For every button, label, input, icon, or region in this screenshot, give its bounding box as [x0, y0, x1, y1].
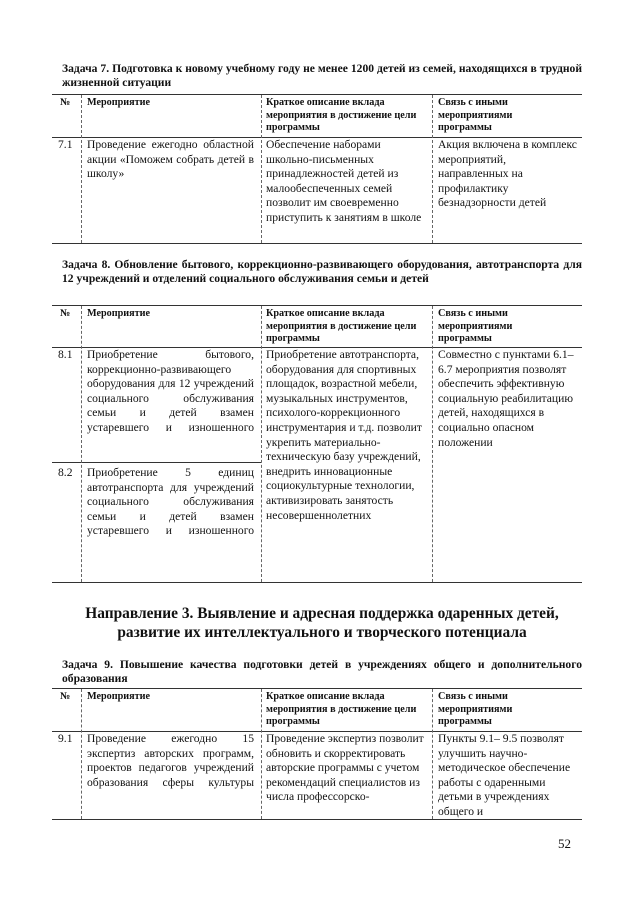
- row-number: 7.1: [58, 138, 73, 151]
- col-header-event: Мероприятие: [87, 97, 151, 108]
- event-text: Проведение ежегодно областной акции «Поможем собрать детей в школу»: [87, 138, 254, 181]
- col-header-num: №: [60, 97, 71, 108]
- table-rule: [52, 305, 582, 306]
- desc-text: Приобретение автотранспорта, оборудования для спортивных площадок, возрастной мебели, музыкальных инструментов, психолого-коррекционного инструментария и т.д. позволит укрепить материально-техническую базу учреждений, внедрить инновационные социокультурные технологии, активизировать занятость несовершеннолетних: [266, 348, 422, 522]
- col-header-event: Мероприятие: [87, 691, 151, 702]
- col-divider: [432, 306, 433, 582]
- col-divider: [261, 689, 262, 819]
- col-header-link: Связь с иными мероприятиями программы: [438, 691, 513, 727]
- table-rule: [52, 582, 582, 583]
- event-text: Приобретение бытового, коррекционно-развивающего оборудования для 12 учреждений социального обслуживания семьи и детей взамен устаревшего и изношенного: [87, 348, 254, 434]
- section3-title: Направление 3. Выявление и адресная поддержка одаренных детей, развитие их интеллектуального и творческого потенциала: [85, 605, 559, 641]
- col-divider: [432, 689, 433, 819]
- col-divider: [81, 95, 82, 243]
- col-header-num: №: [60, 691, 71, 702]
- col-header-num: №: [60, 308, 71, 319]
- col-divider: [432, 95, 433, 243]
- table-rule: [52, 243, 582, 244]
- col-divider: [261, 306, 262, 582]
- task7-title: Задача 7. Подготовка к новому учебному году не менее 1200 детей из семей, находящихся в трудной жизненной ситуации: [62, 62, 582, 89]
- page-number: 52: [558, 836, 571, 851]
- col-header-link: Связь с иными мероприятиями программы: [438, 97, 513, 133]
- event-text: Проведение ежегодно 15 экспертиз авторских программ, проектов педагогов учреждений образования сферы культуры: [87, 732, 254, 789]
- row-number: 8.2: [58, 466, 73, 479]
- col-header-link: Связь с иными мероприятиями программы: [438, 308, 513, 344]
- event-text: Приобретение 5 единиц автотранспорта для учреждений социального обслуживания семьи и детей взамен устаревшего и изношенного: [87, 466, 254, 538]
- col-header-event: Мероприятие: [87, 308, 151, 319]
- link-text: Акция включена в комплекс мероприятий, направленных на профилактику безнадзорности детей: [438, 138, 577, 210]
- task9-title: Задача 9. Повышение качества подготовки детей в учреждениях общего и дополнительного образования: [62, 658, 582, 685]
- col-divider: [261, 95, 262, 243]
- col-header-desc: Краткое описание вклада мероприятия в достижение цели программы: [266, 97, 417, 133]
- row-number: 8.1: [58, 348, 73, 361]
- task8-title: Задача 8. Обновление бытового, коррекционно-развивающего оборудования, автотранспорта для 12 учреждений и отделений социального обслуживания семьи и детей: [62, 258, 582, 285]
- link-text: Пункты 9.1– 9.5 позволят улучшить научно-методическое обеспечение работы с одаренными детьми в учреждениях общего и: [438, 732, 571, 818]
- desc-text: Проведение экспертиз позволит обновить и скорректировать авторские программы с учетом рекомендаций специалистов из числа профессорско-: [266, 732, 424, 804]
- col-header-desc: Краткое описание вклада мероприятия в достижение цели программы: [266, 308, 417, 344]
- table-rule: [52, 462, 261, 463]
- table-rule: [52, 94, 582, 95]
- table-rule: [52, 819, 582, 820]
- desc-text: Обеспечение наборами школьно-письменных принадлежностей детей из малообеспеченных семей позволит им своевременно приступить к занятиям в школе: [266, 138, 422, 224]
- row-number: 9.1: [58, 732, 73, 745]
- link-text: Совместно с пунктами 6.1–6.7 мероприятия позволят обеспечить эффективную социальную реабилитацию детей, находящихся в социально опасном положении: [438, 348, 574, 449]
- table-rule: [52, 688, 582, 689]
- col-divider: [81, 306, 82, 582]
- col-header-desc: Краткое описание вклада мероприятия в достижение цели программы: [266, 691, 417, 727]
- col-divider: [81, 689, 82, 819]
